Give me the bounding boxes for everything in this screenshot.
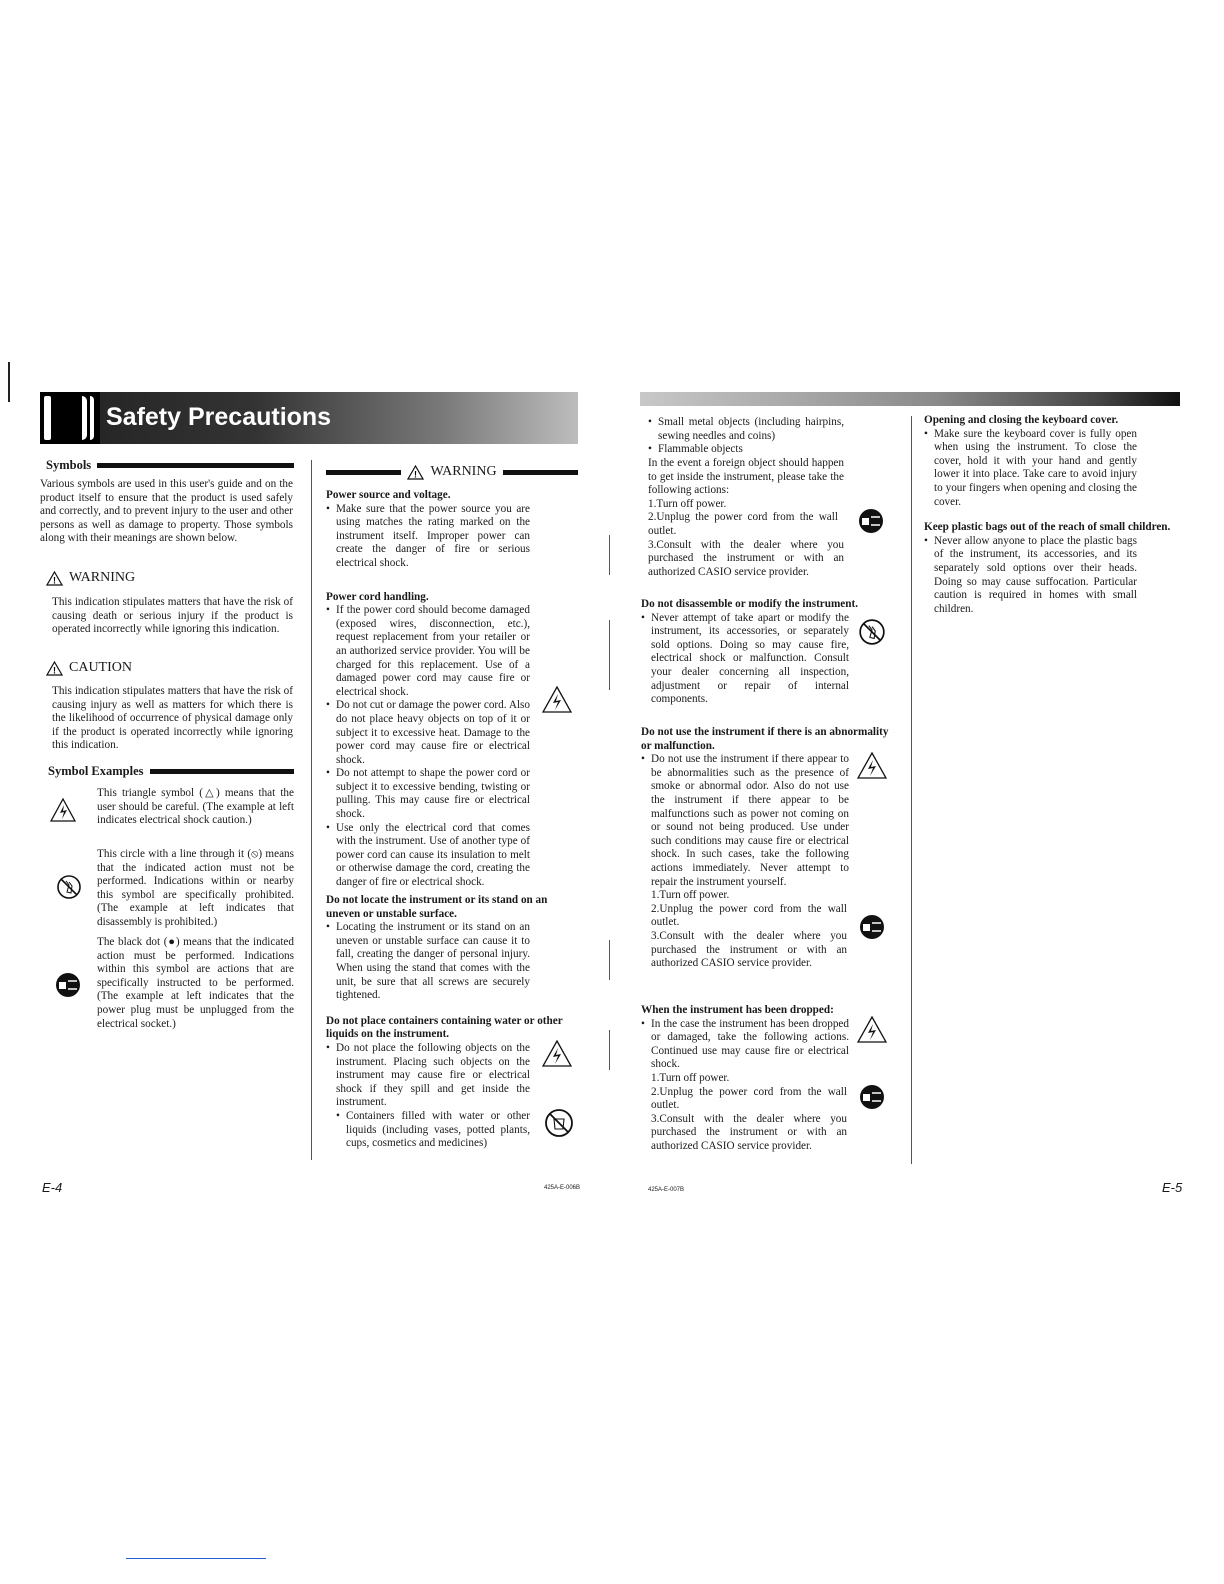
foreign-object-text: In the event a foreign object should happen to get inside the instrument, please take the following actions: — [648, 457, 844, 497]
electric-shock-icon — [542, 1040, 572, 1067]
power-cord-item-4: • Use only the electrical cord that comes with the instrument. Use of another type of power cord can cause its insulation to melt or otherwise damage the cord, creating the danger of fire or electrical shock. — [326, 822, 530, 890]
page-number-left: E-4 — [42, 1180, 63, 1195]
bottom-underline — [126, 1558, 266, 1559]
header-bar-right — [640, 392, 1180, 406]
step-turn-off: 1.Turn off power. — [648, 497, 727, 510]
electric-shock-icon — [857, 1016, 887, 1043]
step-consult: 3.Consult with the dealer where you purchased the instrument or with an authorized CASIO service provider. — [651, 1112, 847, 1152]
unstable-surface-item: • Locating the instrument or its stand on an uneven or unstable surface can cause it to fall, creating the danger of personal injury. When using the stand that comes with the unit, be sure that all screws are securely tightened. — [326, 921, 530, 1003]
heading-rule — [150, 769, 294, 774]
keyboard-cover-item: • Make sure the keyboard cover is fully open when using the instrument. To close the cover, hold it with your hand and gently lower it into place. Take care to avoid injury to your fingers when opening and closing the cover. — [924, 428, 1137, 510]
unplug-icon — [859, 1084, 885, 1110]
caution-legend — [46, 660, 132, 676]
step-turn-off: 1.Turn off power. — [651, 1071, 730, 1084]
example-circle-text: This circle with a line through it (⦸) means that the indicated action must not be performed. Indications within or nearby this symbol are specifically prohibited. (The example at left indicates that disassembly is prohibited.) — [97, 848, 294, 928]
unplug-icon — [55, 972, 81, 998]
no-disassembly-icon — [56, 874, 82, 900]
step-unplug: 2.Unplug the power cord from the wall outlet. — [651, 902, 847, 929]
caution-text: This indication stipulates matters that have the risk of causing injury as well as matters for which there is the likelihood of occurrence of physical damage only if the product is operated incorrectly while ignoring this indication. — [52, 685, 293, 752]
step-unplug: 2.Unplug the power cord from the wall outlet. — [651, 1085, 847, 1112]
unplug-icon — [858, 508, 884, 534]
electric-shock-icon — [542, 686, 572, 713]
power-cord-item-2: • Do not cut or damage the power cord. Also do not place heavy objects on top of it or subject it to excessive heat. Damage to the power cord may cause fire or electrical shock. — [326, 699, 530, 767]
page-code-right: 425A-E-007B — [648, 1187, 685, 1193]
heading-rule — [97, 463, 294, 468]
left-column — [46, 458, 294, 473]
no-liquids-icon — [544, 1108, 574, 1138]
dropped-section — [641, 1004, 881, 1154]
plastic-bags-heading: Keep plastic bags out of the reach of small children. — [924, 521, 1171, 534]
liquids-item: • Do not place the following objects on the instrument. Placing such objects on the instrument may cause fire or electrical shock if they spill and get inside the instrument. — [326, 1042, 530, 1110]
caution-label: CAUTION — [69, 660, 132, 675]
plastic-bags-item: • Never allow anyone to place the plastic bags of the instrument, its accessories, and its separately sold options over their heads. Doing so may cause suffocation. Particular caution is required in homes with small children. — [924, 535, 1137, 617]
page-code-left: 425A-E-006B — [544, 1185, 581, 1191]
binding-mark — [609, 620, 610, 690]
metal-objects-item: • Small metal objects (including hairpins, sewing needles and coins) — [648, 416, 844, 443]
symbols-heading: Symbols — [46, 458, 92, 472]
examples-header — [48, 764, 294, 779]
liquids-sub-item: • Containers filled with water or other liquids (including vases, potted plants, cups, cosmetics and medicines) — [336, 1110, 530, 1151]
svg-text:!: ! — [414, 469, 418, 479]
symbol-examples-heading: Symbol Examples — [48, 764, 144, 778]
unplug-icon — [859, 914, 885, 940]
example-triangle-text: This triangle symbol (△) means that the user should be careful. (The example at left indicates electrical shock caution.) — [97, 787, 294, 827]
warning-rule-left — [326, 470, 401, 475]
unstable-section — [326, 894, 580, 1151]
dropped-heading: When the instrument has been dropped: — [641, 1004, 834, 1016]
no-disassembly-icon — [858, 618, 886, 646]
margin-mark — [8, 362, 10, 402]
unstable-surface-heading: Do not locate the instrument or its stand on an uneven or unstable surface. — [326, 894, 548, 920]
warning-banner — [326, 464, 578, 480]
step-consult: 3.Consult with the dealer where you purchased the instrument or with an authorized CASIO service provider. — [651, 929, 847, 970]
symbols-text: Various symbols are used in this user's guide and on the product itself to ensure that the product is used safely and correctly, and to prevent injury to the user and other persons as well as damage to property. Those symbols along with their meanings are shown below. — [40, 478, 293, 545]
power-cord-heading: Power cord handling. — [326, 590, 429, 603]
example-dot-text: The black dot (●) means that the indicated action must be performed. Indications within this symbol are actions that are specifically instructed to be performed. (The example at left indicates that the power plug must be unplugged from the electrical socket.) — [97, 936, 294, 1030]
binding-mark — [609, 940, 610, 980]
flammable-item: • Flammable objects — [648, 443, 844, 457]
step-consult: 3.Consult with the dealer where you purchased the instrument or with an authorized CASIO service provider. — [648, 538, 844, 578]
power-cord-item-1: • If the power cord should become damaged (exposed wires, disconnection, etc.), request replacement from your retailer or an authorized service provider. You will be charged for this replacement. Use of a damaged power cord may cause fire or electrical shock. — [326, 604, 530, 699]
title-banner — [40, 392, 578, 444]
column-divider — [311, 460, 312, 1160]
warning-label: WARNING — [69, 570, 136, 585]
page-title: Safety Precautions — [106, 403, 332, 431]
electric-shock-icon — [50, 798, 76, 822]
column-divider — [911, 416, 912, 1164]
warning-heading: WARNING — [430, 464, 497, 479]
disassemble-item: • Never attempt of take apart or modify the instrument, its accessories, or separately sold options. Doing so may cause fire, electrical shock or malfunction. Consult your dealer concerning all inspection, adjustment or repair of internal components. — [641, 612, 849, 707]
disassemble-heading: Do not disassemble or modify the instrument. — [641, 598, 859, 610]
keyboard-cover-heading: Opening and closing the keyboard cover. — [924, 414, 1119, 426]
binding-mark — [609, 535, 610, 575]
disassemble-section — [641, 598, 881, 707]
power-source-heading: Power source and voltage. — [326, 489, 451, 501]
electric-shock-icon — [857, 752, 887, 779]
middle-column-top — [326, 489, 530, 890]
step-turn-off: 1.Turn off power. — [651, 889, 730, 902]
dropped-item: • In the case the instrument has been dropped or damaged, take the following actions. Continued use may cause fire or electrical shock. — [641, 1018, 849, 1072]
page-number-right: E-5 — [1162, 1180, 1183, 1195]
far-right-column — [924, 414, 1181, 616]
binding-mark — [609, 1030, 610, 1070]
warning-text: This indication stipulates matters that have the risk of causing death or serious injury if the product is operated incorrectly while ignoring this indication. — [52, 596, 293, 636]
abnormality-section — [641, 726, 893, 971]
foreign-object-section — [648, 457, 844, 579]
warning-rule-right — [503, 470, 578, 475]
svg-text:!: ! — [53, 575, 56, 585]
liquids-heading: Do not place containers containing water or other liquids on the instrument. — [326, 1014, 563, 1041]
step-unplug: 2.Unplug the power cord from the wall outlet. — [648, 511, 838, 537]
svg-text:!: ! — [53, 665, 56, 675]
warning-triangle-icon — [407, 465, 424, 480]
banner-bracket-icon — [40, 392, 100, 444]
abnormality-heading: Do not use the instrument if there is an abnormality or malfunction. — [641, 726, 889, 752]
warning-legend — [46, 570, 135, 586]
power-source-item: • Make sure that the power source you are using matches the rating marked on the instrument itself. Improper power can create the danger of fire or serious electrical shock. — [326, 503, 530, 571]
warning-triangle-icon — [46, 571, 63, 586]
right-column-top — [648, 416, 844, 457]
abnormality-item: • Do not use the instrument if there appear to be abnormalities such as the presence of smoke or abnormal odor. Also do not use the instrument if there appear to be malfunctions such as power not coming on or sound not being produced. Use under such conditions may cause fire or electrical shock. In such cases, take the following actions immediately. Never attempt to repair the instrument yourself. — [641, 753, 849, 889]
power-cord-item-3: • Do not attempt to shape the power cord or subject it to excessive bending, twisting or pulling. This may cause fire or electrical shock. — [326, 767, 530, 821]
caution-triangle-icon — [46, 661, 63, 676]
